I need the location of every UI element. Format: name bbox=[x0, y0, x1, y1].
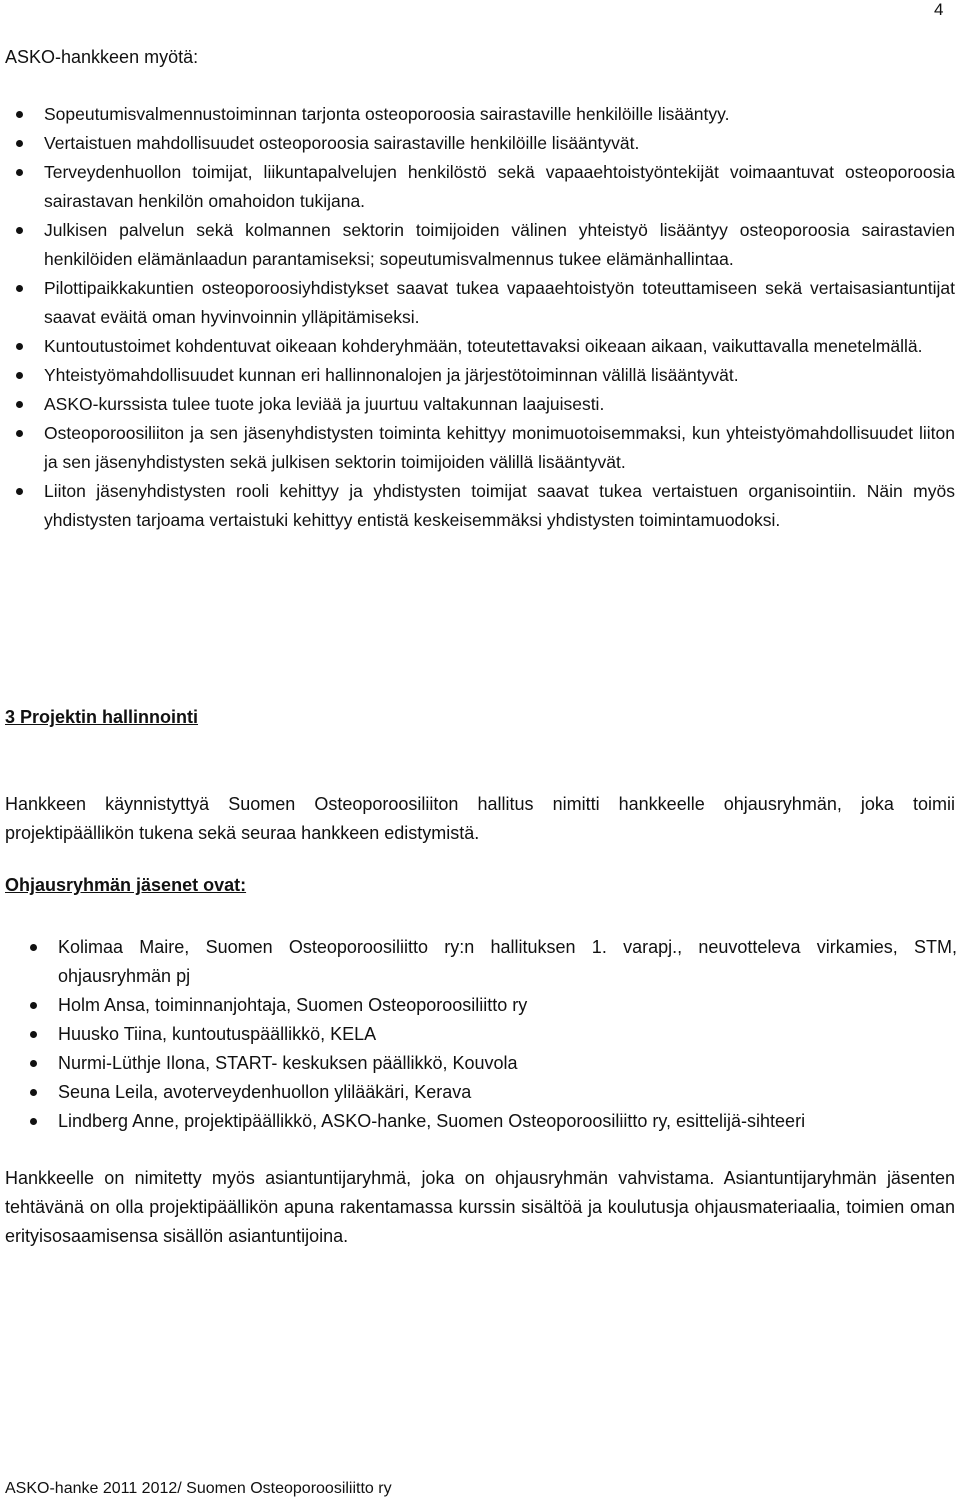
list-item bbox=[0, 216, 955, 274]
outcome-text: Julkisen palvelun sekä kolmannen sektorin toimijoiden välinen yhteistyö lisääntyy osteoporoosia sairastavien henkilöiden elämänlaadun parantamiseksi; sopeutumisvalmennus tukee elämänhallintaa. bbox=[44, 220, 955, 269]
list-item bbox=[0, 274, 955, 332]
bullet-icon bbox=[30, 1031, 37, 1038]
intro-heading: ASKO-hankkeen myötä: bbox=[5, 47, 199, 67]
outcome-text: Liiton jäsenyhdistysten rooli kehittyy ja yhdistysten toimijat saavat tukea vertaistuen organisointiin. Näin myös yhdistysten tarjoama vertaistuki kehittyy entistä keskeisemmäksi yhdistysten toimintamuodoksi. bbox=[44, 481, 955, 530]
outcome-text: Vertaistuen mahdollisuudet osteoporoosia sairastaville henkilöille lisääntyvät. bbox=[44, 133, 640, 153]
bullet-icon bbox=[30, 1089, 37, 1096]
list-item bbox=[0, 1078, 957, 1107]
list-item bbox=[0, 390, 955, 419]
list-item bbox=[0, 361, 955, 390]
paragraph-experts: Hankkeelle on nimitetty myös asiantuntijaryhmä, joka on ohjausryhmän vahvistama. Asiantuntijaryhmän jäsenten tehtävänä on olla projektipäällikön apuna rakentamassa kurssin sisältöä ja koulutusja ohjausmateriaalia, toimien oman erityisosaamisensa sisällön asiantuntijoina. bbox=[5, 1168, 955, 1246]
list-item bbox=[0, 477, 955, 535]
member-text: Holm Ansa, toiminnanjohtaja, Suomen Osteoporoosiliitto ry bbox=[58, 995, 528, 1015]
outcome-text: ASKO-kurssista tulee tuote joka leviää ja juurtuu valtakunnan laajuisesti. bbox=[44, 394, 605, 414]
member-text: Seuna Leila, avoterveydenhuollon ylilääkäri, Kerava bbox=[58, 1082, 472, 1102]
bullet-icon bbox=[16, 227, 23, 234]
bullet-icon bbox=[16, 343, 23, 350]
page-number: 4 bbox=[934, 0, 944, 19]
member-text: Huusko Tiina, kuntoutuspäällikkö, KELA bbox=[58, 1024, 377, 1044]
bullet-icon bbox=[16, 140, 23, 147]
members-heading: Ohjausryhmän jäsenet ovat: bbox=[5, 875, 247, 895]
member-text: Lindberg Anne, projektipäällikkö, ASKO-hanke, Suomen Osteoporoosiliitto ry, esittelijä-sihteeri bbox=[58, 1111, 806, 1131]
outcome-text: Pilottipaikkakuntien osteoporoosiyhdistykset saavat tukea vapaaehtoistyön toteuttamiseen sekä vertaisasiantuntijat saavat eväitä oman hyvinvoinnin ylläpitämiseksi. bbox=[44, 278, 955, 327]
paragraph-intro: Hankkeen käynnistyttyä Suomen Osteoporoosiliiton hallitus nimitti hankkeelle ohjausryhmän, joka toimii projektipäällikön tukena sekä seuraa hankkeen edistymistä. bbox=[5, 794, 955, 843]
bullet-icon bbox=[16, 169, 23, 176]
outcome-text: Yhteistyömahdollisuudet kunnan eri hallinnonalojen ja järjestötoiminnan välillä lisääntyvät. bbox=[44, 365, 739, 385]
outcome-text: Terveydenhuollon toimijat, liikuntapalvelujen henkilöstö sekä vapaaehtoistyöntekijät voimaantuvat osteoporoosia sairastavan henkilön omahoidon tukijana. bbox=[44, 162, 955, 211]
page-footer: ASKO-hanke 2011 2012/ Suomen Osteoporoosiliitto ry bbox=[5, 1480, 392, 1497]
member-text: Nurmi-Lüthje Ilona, START- keskuksen päällikkö, Kouvola bbox=[58, 1053, 518, 1073]
list-item bbox=[0, 991, 957, 1020]
bullet-icon bbox=[30, 1002, 37, 1009]
outcomes-list bbox=[0, 100, 955, 535]
outcome-text: Sopeutumisvalmennustoiminnan tarjonta osteoporoosia sairastaville henkilöille lisääntyy. bbox=[44, 104, 730, 124]
list-item bbox=[0, 1020, 957, 1049]
bullet-icon bbox=[16, 430, 23, 437]
list-item bbox=[0, 933, 957, 991]
list-item bbox=[0, 1049, 957, 1078]
list-item bbox=[0, 129, 955, 158]
bullet-icon bbox=[16, 488, 23, 495]
bullet-icon bbox=[16, 372, 23, 379]
list-item bbox=[0, 1107, 957, 1136]
member-text: Kolimaa Maire, Suomen Osteoporoosiliitto ry:n hallituksen 1. varapj., neuvotteleva virkamies, STM, ohjausryhmän pj bbox=[58, 937, 957, 986]
list-item bbox=[0, 419, 955, 477]
bullet-icon bbox=[16, 401, 23, 408]
bullet-icon bbox=[16, 111, 23, 118]
bullet-icon bbox=[16, 285, 23, 292]
bullet-icon bbox=[30, 1060, 37, 1067]
list-item bbox=[0, 332, 955, 361]
outcome-text: Osteoporoosiliiton ja sen jäsenyhdistysten toiminta kehittyy monimuotoisemmaksi, kun yhteistyömahdollisuudet liiton ja sen jäsenyhdistysten sekä julkisen sektorin toimijoiden välillä lisääntyvät. bbox=[44, 423, 955, 472]
section-title: 3 Projektin hallinnointi bbox=[5, 707, 199, 727]
bullet-icon bbox=[30, 1118, 37, 1125]
list-item bbox=[0, 100, 955, 129]
bullet-icon bbox=[30, 944, 37, 951]
list-item bbox=[0, 158, 955, 216]
outcome-text: Kuntoutustoimet kohdentuvat oikeaan kohderyhmään, toteutettavaksi oikeaan aikaan, vaikuttavalla menetelmällä. bbox=[44, 336, 923, 356]
members-list bbox=[0, 933, 957, 1136]
